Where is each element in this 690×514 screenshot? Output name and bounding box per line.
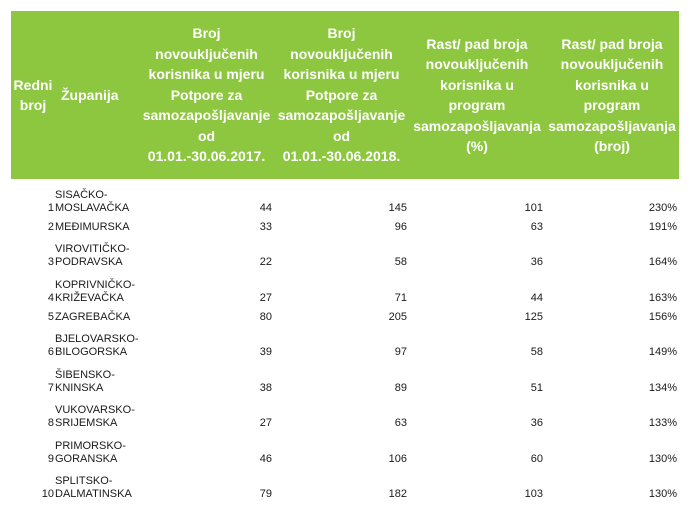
value-2017: 27	[259, 417, 272, 429]
value-2018: 96	[394, 220, 407, 233]
value-diff: 36	[530, 256, 543, 268]
row-number: 10	[41, 488, 54, 500]
header-2018: Broj novouključenih korisnika u mjeru Potpore za samozapošljavanje od 01.01.-30.06.2018.	[274, 11, 409, 179]
value-diff: 36	[530, 417, 543, 429]
county-name: SPLITSKO-DALMATINSKA	[55, 475, 132, 500]
value-pct: 191%	[648, 220, 677, 233]
county-name: SISAČKO-MOSLAVAČKA	[55, 188, 130, 214]
row-number: 8	[47, 417, 54, 429]
county-name: VUKOVARSKO-SRIJEMSKA	[55, 404, 135, 429]
header-redni-broj: Redni broj	[11, 11, 55, 179]
county-name: PRIMORSKO-GORANSKA	[55, 439, 126, 465]
table-body	[11, 179, 679, 501]
row-number: 2	[47, 220, 54, 233]
table-row	[11, 359, 679, 395]
value-diff: 51	[530, 381, 543, 394]
value-2018: 205	[388, 310, 407, 323]
table-row	[11, 395, 679, 431]
row-number: 1	[47, 201, 54, 214]
value-diff: 101	[524, 201, 543, 214]
value-2017: 46	[259, 452, 272, 465]
value-2018: 145	[388, 201, 407, 214]
value-pct: 163%	[648, 291, 677, 304]
value-2018: 106	[388, 452, 407, 465]
header-2017: Broj novouključenih korisnika u mjeru Potpore za samozapošljavanje od 01.01.-30.06.2017.	[139, 11, 274, 179]
table-row	[11, 179, 679, 215]
value-2017: 22	[259, 256, 272, 268]
header-rast-pct: Rast/ pad broja novouključenih korisnika u program samozapošljavanja (%)	[409, 11, 545, 179]
row-number: 7	[47, 381, 54, 394]
value-pct: 149%	[648, 346, 677, 358]
value-diff: 60	[530, 452, 543, 465]
table-row	[11, 324, 679, 360]
value-pct: 156%	[648, 310, 677, 323]
value-pct: 230%	[648, 201, 677, 214]
header-rast-broj: Rast/ pad broja novouključenih korisnika u program samozapošljavanja (broj)	[545, 11, 679, 179]
value-pct: 130%	[648, 488, 677, 500]
row-number: 4	[47, 291, 54, 304]
value-2018: 89	[394, 381, 407, 394]
table-row	[11, 305, 679, 324]
value-2017: 27	[259, 291, 272, 304]
value-2018: 58	[394, 256, 407, 268]
county-name: VIROVITIČKO-PODRAVSKA	[55, 243, 130, 268]
header-row	[11, 11, 679, 179]
value-pct: 133%	[648, 417, 677, 429]
table-row	[11, 430, 679, 466]
county-name: KOPRIVNIČKO-KRIŽEVAČKA	[55, 278, 136, 304]
row-number: 9	[47, 452, 54, 465]
row-number: 6	[47, 346, 54, 358]
value-2017: 80	[259, 310, 272, 323]
value-diff: 58	[530, 346, 543, 358]
header-zupanija: Županija	[55, 11, 139, 179]
value-2017: 79	[259, 488, 272, 500]
table-row	[11, 215, 679, 234]
value-2018: 182	[388, 488, 407, 500]
value-2017: 33	[259, 220, 272, 233]
value-pct: 130%	[648, 452, 677, 465]
value-2017: 44	[259, 201, 272, 214]
table-row	[11, 234, 679, 270]
value-diff: 63	[530, 220, 543, 233]
value-diff: 103	[524, 488, 543, 500]
value-diff: 44	[530, 291, 543, 304]
value-diff: 125	[524, 310, 543, 323]
county-name: ŠIBENSKO-KNINSKA	[55, 368, 115, 394]
table-row	[11, 269, 679, 305]
table-row	[11, 466, 679, 502]
value-pct: 164%	[648, 256, 677, 268]
value-2018: 63	[394, 417, 407, 429]
county-name: ZAGREBAČKA	[55, 310, 131, 323]
county-name: BJELOVARSKO-BILOGORSKA	[55, 333, 139, 358]
value-2018: 71	[394, 291, 407, 304]
value-2017: 39	[259, 346, 272, 358]
data-table	[11, 11, 679, 501]
county-name: MEĐIMURSKA	[55, 220, 130, 233]
value-2017: 38	[259, 381, 272, 394]
value-pct: 134%	[648, 381, 677, 394]
row-number: 3	[47, 256, 54, 268]
row-number: 5	[47, 310, 54, 323]
value-2018: 97	[394, 346, 407, 358]
